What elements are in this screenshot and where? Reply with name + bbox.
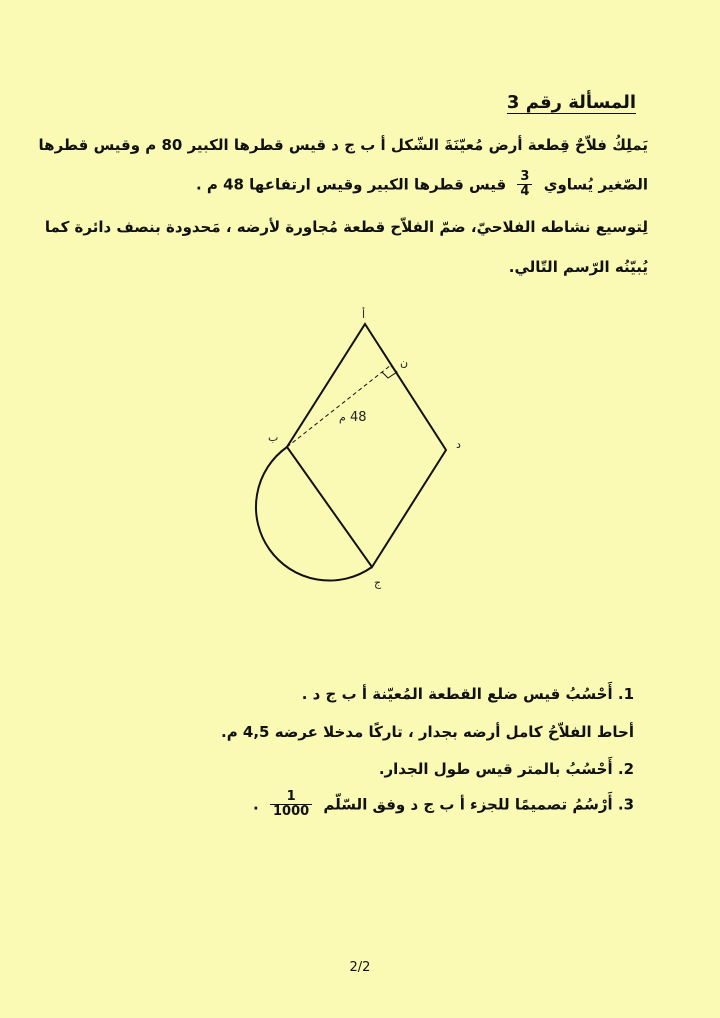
- problem-line-2-start: الصّغير يُساوي: [543, 175, 648, 194]
- height-value: 48: [350, 410, 367, 425]
- scale-denominator: 1000: [270, 804, 312, 819]
- problem-line-2-end: قيس قطرها الكبير وقيس ارتفاعها 48 م .: [195, 175, 507, 194]
- vertex-label-a: أ: [362, 308, 366, 321]
- problem-line-2: [196, 170, 648, 200]
- question-2: 2. أَحْسُبُ بالمتر قيس طول الجدار.: [378, 760, 634, 778]
- foot-label-n: ن: [400, 356, 409, 369]
- question-1: 1. أَحْسُبُ قيس ضلع القطعة المُعيّنة أ ب ج د .: [301, 685, 634, 703]
- vertex-label-d: د: [456, 438, 461, 451]
- fraction-denominator: 4: [517, 184, 532, 199]
- question-3-text: 3. أَرْسُمُ تصميمًا للجزء أ ب ج د وفق السّلّم: [323, 795, 634, 814]
- vertex-label-b: ب: [268, 431, 279, 444]
- semicircle-arc: [256, 447, 372, 581]
- problem-line-4: يُبيّنُه الرّسم التّالي.: [508, 258, 648, 276]
- question-3-end: .: [253, 795, 259, 814]
- problem-title: المسألة رقم 3: [506, 92, 636, 113]
- wall-note: أحاط الفلاّحُ كامل أرضه بجدار ، تاركًا مدخلا عرضه 4,5 م.: [221, 723, 634, 741]
- problem-line-1: يَملِكُ فلاّحٌ قِطعة أرض مُعيّنَةَ الشّكل أ ب ج د قيس قطرها الكبير 80 م وقيس قطرها: [38, 136, 648, 154]
- question-3: [253, 790, 634, 820]
- rhombus-semicircle-figure: [240, 300, 480, 600]
- problem-line-3: لِتوسيع نشاطه الفلاحيّ، ضمّ الفلاّح قطعة مُجاورة لأرضه ، مَحدودة بنصف دائرة كما: [44, 218, 648, 236]
- fraction-numerator: 3: [520, 169, 530, 184]
- scale-numerator: 1: [286, 789, 296, 804]
- page-number: 2/2: [349, 960, 371, 975]
- three-quarters-fraction: [517, 170, 532, 200]
- rhombus-shape: [287, 324, 446, 567]
- scale-fraction: [270, 790, 312, 820]
- height-unit: م: [339, 411, 346, 424]
- vertex-label-j: ج: [374, 576, 382, 589]
- height-dashed-line: [287, 365, 391, 447]
